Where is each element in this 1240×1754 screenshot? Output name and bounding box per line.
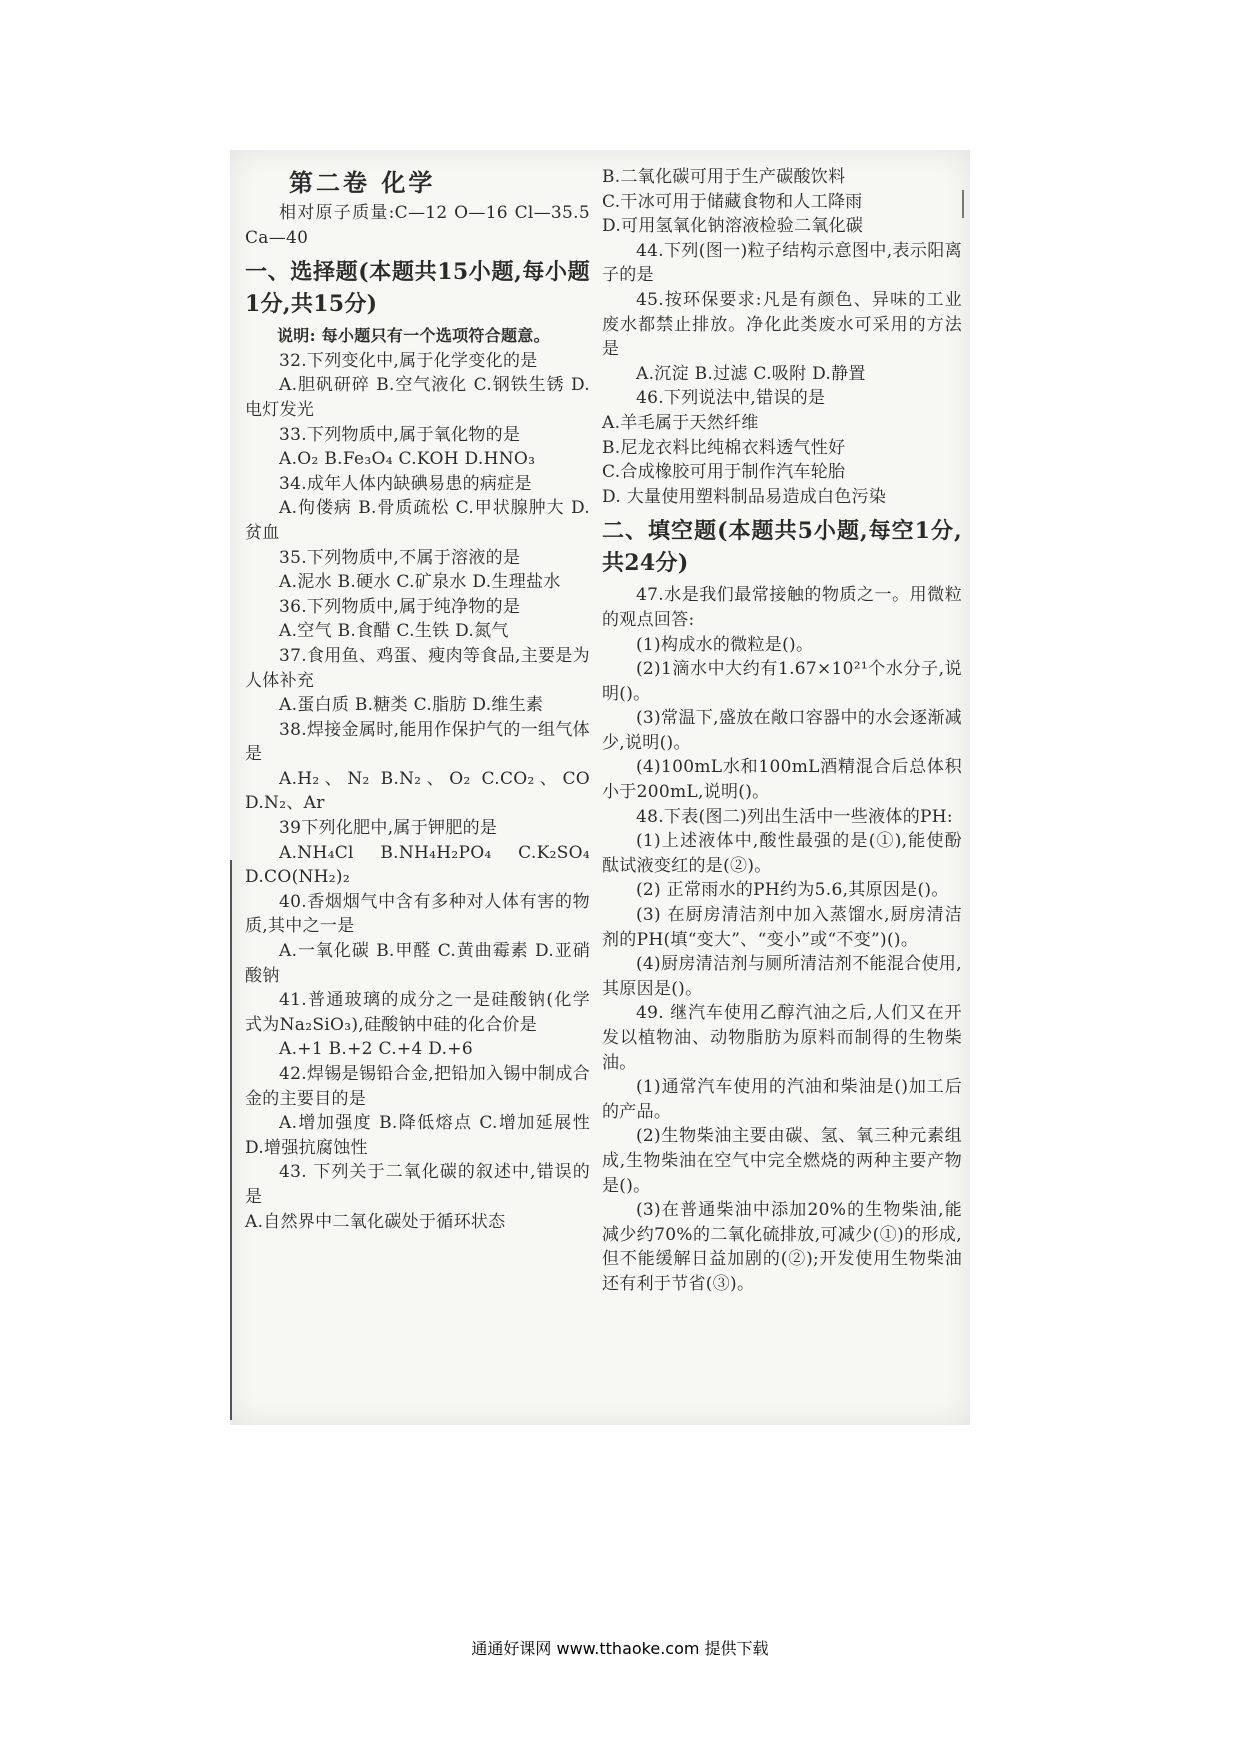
question-34: 34.成年人体内缺碘易患的病症是: [279, 473, 532, 494]
question-43-option-a: A.自然界中二氧化碳处于循环状态: [245, 1211, 506, 1232]
question-45: 45.按环保要求:凡是有颜色、异味的工业废水都禁止排放。净化此类废水可采用的方法是: [602, 289, 962, 360]
question-41: 41.普通玻璃的成分之一是硅酸钠(化学式为Na₂SiO₃),硅酸钠中硅的化合价是: [245, 990, 590, 1035]
question-34-options: A.佝偻病 B.骨质疏松 C.甲状腺肿大 D.贫血: [245, 498, 590, 543]
question-43-option-c: C.干冰可用于储藏食物和人工降雨: [602, 191, 863, 212]
question-36-options: A.空气 B.食醋 C.生铁 D.氮气: [279, 621, 509, 642]
section1-note: 说明: 每小题只有一个选项符合题意。: [277, 326, 550, 346]
question-47-part-2: (2)1滴水中大约有1.67×10²¹个水分子,说明()。: [602, 659, 962, 704]
question-47: 47.水是我们最常接触的物质之一。用微粒的观点回答:: [602, 585, 962, 630]
question-48-part-2: (2) 正常雨水的PH约为5.6,其原因是()。: [636, 880, 949, 901]
question-48-part-3: (3) 在厨房清洁剂中加入蒸馏水,厨房清洁剂的PH(填“变大”、“变小”或“不变”)()。: [602, 905, 962, 950]
question-35: 35.下列物质中,不属于溶液的是: [279, 547, 521, 568]
question-47-part-3: (3)常温下,盛放在敞口容器中的水会逐渐减少,说明()。: [602, 708, 962, 753]
question-49: 49. 继汽车使用乙醇汽油之后,人们又在开发以植物油、动物脂肪为原料而制得的生物柴油。: [602, 1003, 962, 1073]
volume-title: 第二卷 化学: [289, 168, 436, 197]
question-46: 46.下列说法中,错误的是: [636, 388, 826, 409]
footer-credit: 通通好课网 www.tthaoke.com 提供下载: [471, 1639, 769, 1658]
question-48: 48.下表(图二)列出生活中一些液体的PH:: [636, 806, 953, 827]
question-45-options: A.沉淀 B.过滤 C.吸附 D.静置: [636, 363, 866, 384]
question-40: 40.香烟烟气中含有多种对人体有害的物质,其中之一是: [245, 891, 590, 937]
right-column: [602, 165, 962, 1297]
question-49-part-3: (3)在普通柴油中添加20%的生物柴油,能减少约70%的二氧化硫排放,可减少(①)的形成,但不能缓解日益加剧的(②);开发使用生物柴油还有利于节省(③)。: [602, 1200, 962, 1294]
question-46-option-d: D. 大量使用塑料制品易造成白色污染: [602, 486, 887, 507]
question-32: 32.下列变化中,属于化学变化的是: [279, 350, 538, 371]
section2-title: 二、填空题(本题共5小题,每空1分,共24分): [602, 518, 962, 577]
question-46-option-a: A.羊毛属于天然纤维: [602, 412, 759, 433]
question-47-part-1: (1)构成水的微粒是()。: [636, 634, 814, 655]
question-37-options: A.蛋白质 B.糖类 C.脂肪 D.维生素: [279, 695, 544, 716]
question-46-option-b: B.尼龙衣料比纯棉衣料透气性好: [602, 437, 846, 458]
question-43: 43. 下列关于二氧化碳的叙述中,错误的是: [245, 1162, 590, 1207]
question-40-options: A.一氧化碳 B.甲醛 C.黄曲霉素 D.亚硝酸钠: [245, 941, 590, 986]
question-42-options: A.增加强度 B.降低熔点 C.增加延展性 D.增强抗腐蚀性: [245, 1113, 590, 1158]
question-49-part-1: (1)通常汽车使用的汽油和柴油是()加工后的产品。: [602, 1077, 962, 1122]
question-35-options: A.泥水 B.硬水 C.矿泉水 D.生理盐水: [279, 572, 561, 593]
question-48-part-4: (4)厨房清洁剂与厕所清洁剂不能混合使用,其原因是()。: [602, 954, 962, 999]
left-column: [245, 165, 590, 1234]
question-33-options: A.O₂ B.Fe₃O₄ C.KOH D.HNO₃: [279, 449, 536, 470]
question-47-part-4: (4)100mL水和100mL酒精混合后总体积小于200mL,说明()。: [602, 757, 962, 803]
question-39-options: A.NH₄Cl B.NH₄H₂PO₄ C.K₂SO₄ D.CO(NH₂)₂: [245, 842, 590, 888]
question-43-option-b: B.二氧化碳可用于生产碳酸饮料: [602, 167, 846, 187]
question-38-options: A.H₂、N₂ B.N₂、O₂ C.CO₂、CO D.N₂、Ar: [245, 768, 590, 814]
question-37: 37.食用鱼、鸡蛋、瘦肉等食品,主要是为人体补充: [245, 645, 590, 691]
page-edge-line: [230, 860, 232, 1420]
question-42: 42.焊锡是锡铅合金,把铅加入锡中制成合金的主要目的是: [245, 1064, 590, 1109]
question-44: 44.下列(图一)粒子结构示意图中,表示阳离子的是: [602, 240, 962, 286]
question-32-options: A.胆矾研碎 B.空气液化 C.钢铁生锈 D.电灯发光: [245, 375, 590, 420]
atomic-mass: 相对原子质量:C—12 O—16 Cl—35.5 Ca—40: [245, 203, 590, 248]
question-48-part-1: (1)上述液体中,酸性最强的是(①),能使酚酞试液变红的是(②)。: [602, 831, 962, 876]
section1-title: 一、选择题(本题共15小题,每小题1分,共15分): [245, 259, 590, 318]
question-49-part-2: (2)生物柴油主要由碳、氢、氧三种元素组成,生物柴油在空气中完全燃烧的两种主要产物是()。: [602, 1126, 962, 1196]
scan-mark: [962, 190, 964, 218]
question-33: 33.下列物质中,属于氧化物的是: [279, 424, 521, 445]
question-41-options: A.+1 B.+2 C.+4 D.+6: [279, 1039, 473, 1060]
question-39: 39下列化肥中,属于钾肥的是: [279, 818, 498, 839]
question-38: 38.焊接金属时,能用作保护气的一组气体是: [245, 719, 590, 765]
question-43-option-d: D.可用氢氧化钠溶液检验二氧化碳: [602, 216, 864, 237]
question-36: 36.下列物质中,属于纯净物的是: [279, 596, 521, 617]
question-46-option-c: C.合成橡胶可用于制作汽车轮胎: [602, 462, 846, 483]
